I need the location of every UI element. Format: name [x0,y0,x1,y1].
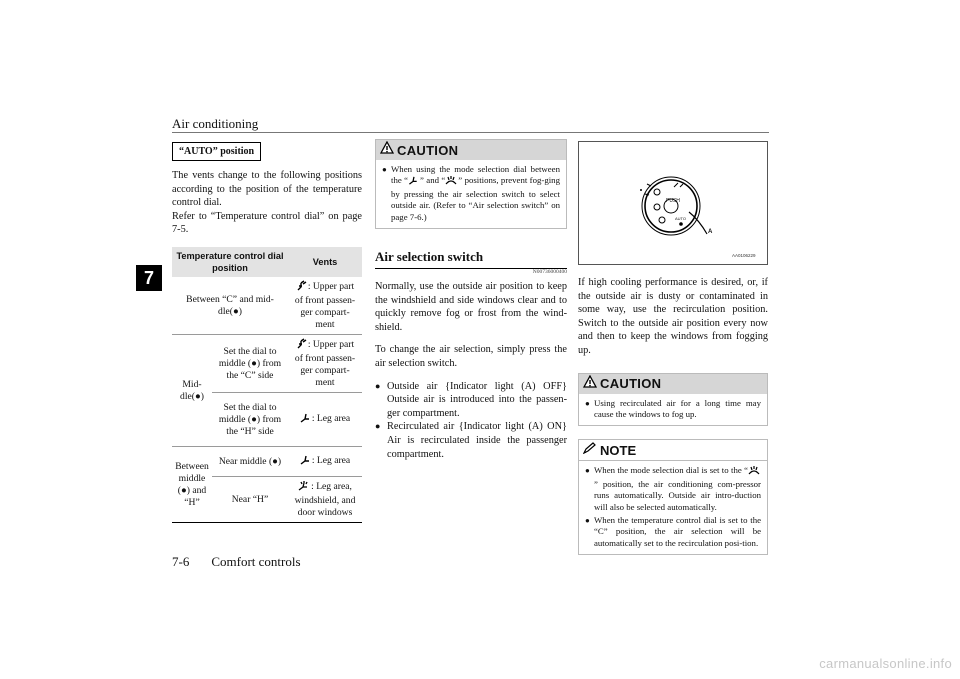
para-normal-use: Normally, use the outside air position to keep the windshield and side windows clear and to quickly remove fog or frost from the wind-shield. [375,281,567,333]
caution-box-recirculated [578,373,768,427]
para-change-selection: To change the air selection, simply press the air selection switch. [375,344,567,369]
note-body [579,461,767,554]
row-middle-from-c: Set the dial to middle (●) from the “C” side [212,335,288,393]
caution-body: ● When using the mode selection dial between the “ ” and “ ” positions, prevent fog-ging by pressing the air selection switch to select outside air. (Refer to “Air selection switch” on page 7-6.) [382,164,560,222]
caution-header [579,374,767,394]
figure-code: AA0106229 [732,253,756,258]
defrost-icon [445,175,457,188]
section-code: N00736000400 [532,269,567,276]
para-recirculation: If high cooling performance is desired, or, if the outside air is dusty or contaminated in some way, use the recirculation position. Switch to the outside air position every now and then to keep the windows from fogging up. [578,277,768,356]
defrost-icon [748,465,760,478]
row-between-middle-h: Between middle (●) and “H” [172,447,212,523]
caution-header [376,140,566,160]
watermark: carmanualsonline.info [819,656,952,671]
row-between-c-middle: Between “C” and mid-dle(●) [186,293,274,317]
pencil-icon [583,441,597,459]
vent-foot-icon [300,454,311,469]
push-label: PUSH [666,198,680,204]
caution-label: CAUTION [600,376,662,392]
air-selection-section [375,249,567,275]
page-number: 7-6 [172,554,190,569]
auto-label: AUTO [675,216,687,221]
caution-body: ● Using recirculated air for a long time may cause the windows to fog up. [585,397,761,419]
vent-foot-defrost-icon [298,480,310,495]
vent-leg-cell: : Leg area [288,393,362,447]
indicator-a-label: A [708,229,713,235]
row-middle-from-h: Set the dial to middle (●) from the “H” side [212,393,288,447]
row-near-h: Near “H” [212,477,288,523]
caution-label: CAUTION [397,142,459,158]
note-item: ● When the temperature control dial is set to the “C” position, the air selection will be automatically set to the recirculation posi-tion. [585,515,761,548]
column-2 [375,139,567,461]
bullet-recirculated-air: ● Recirculated air {Indicator light (A) ON} Air is recirculated inside the passenger compartment. [375,421,567,460]
vent-upper-cell-2: : Upper part of front passen-ger compart-ment [288,335,362,393]
page-header-title: Air conditioning [172,116,259,131]
note-item: ● When the mode selection dial is set to the “” position, the air conditioning com-pressor runs automatically. Outside air intro-duction will also be selected automatically. [585,465,761,512]
vent-upper-cell: : Upper part of front passen-ger compart-ment [294,281,356,331]
table-header-dial: Temperature control dial position [172,247,288,277]
header-rule [172,132,769,133]
caution-box-mode-dial [375,139,567,229]
warning-triangle-icon [380,141,394,159]
auto-position-paragraph: The vents change to the following positions according to the position of the temperature control dial. Refer to “Temperature control dial” on page 7-5. [172,170,362,236]
footer-section: Comfort controls [211,554,301,569]
row-near-middle: Near middle (●) [212,447,288,477]
row-middle: Mid-dle(●) [172,335,212,447]
table-header-vents: Vents [288,247,362,277]
chapter-tab: 7 [136,265,162,291]
vent-leg-windshield-cell: : Leg area, windshield, and door windows [288,477,362,523]
vents-table [172,247,362,524]
vent-face-icon [296,338,307,353]
column-1 [172,141,362,523]
section-title: Air selection switch [375,249,484,265]
page-footer [172,554,323,570]
air-selection-figure [578,141,768,265]
note-label: NOTE [600,442,637,458]
note-box [578,439,768,555]
vent-face-icon [296,280,307,295]
vent-foot-icon [300,412,311,427]
auto-position-label: “AUTO” position [172,142,261,161]
bullet: ● [382,165,387,174]
vent-foot-icon [408,175,419,188]
bullet-outside-air: ● Outside air {Indicator light (A) OFF} Outside air is introduced into the passen-ger compartment. [375,380,567,419]
column-3 [578,141,768,555]
vent-leg-cell-2: : Leg area [288,447,362,477]
warning-triangle-icon [583,375,597,393]
note-header [579,440,767,461]
